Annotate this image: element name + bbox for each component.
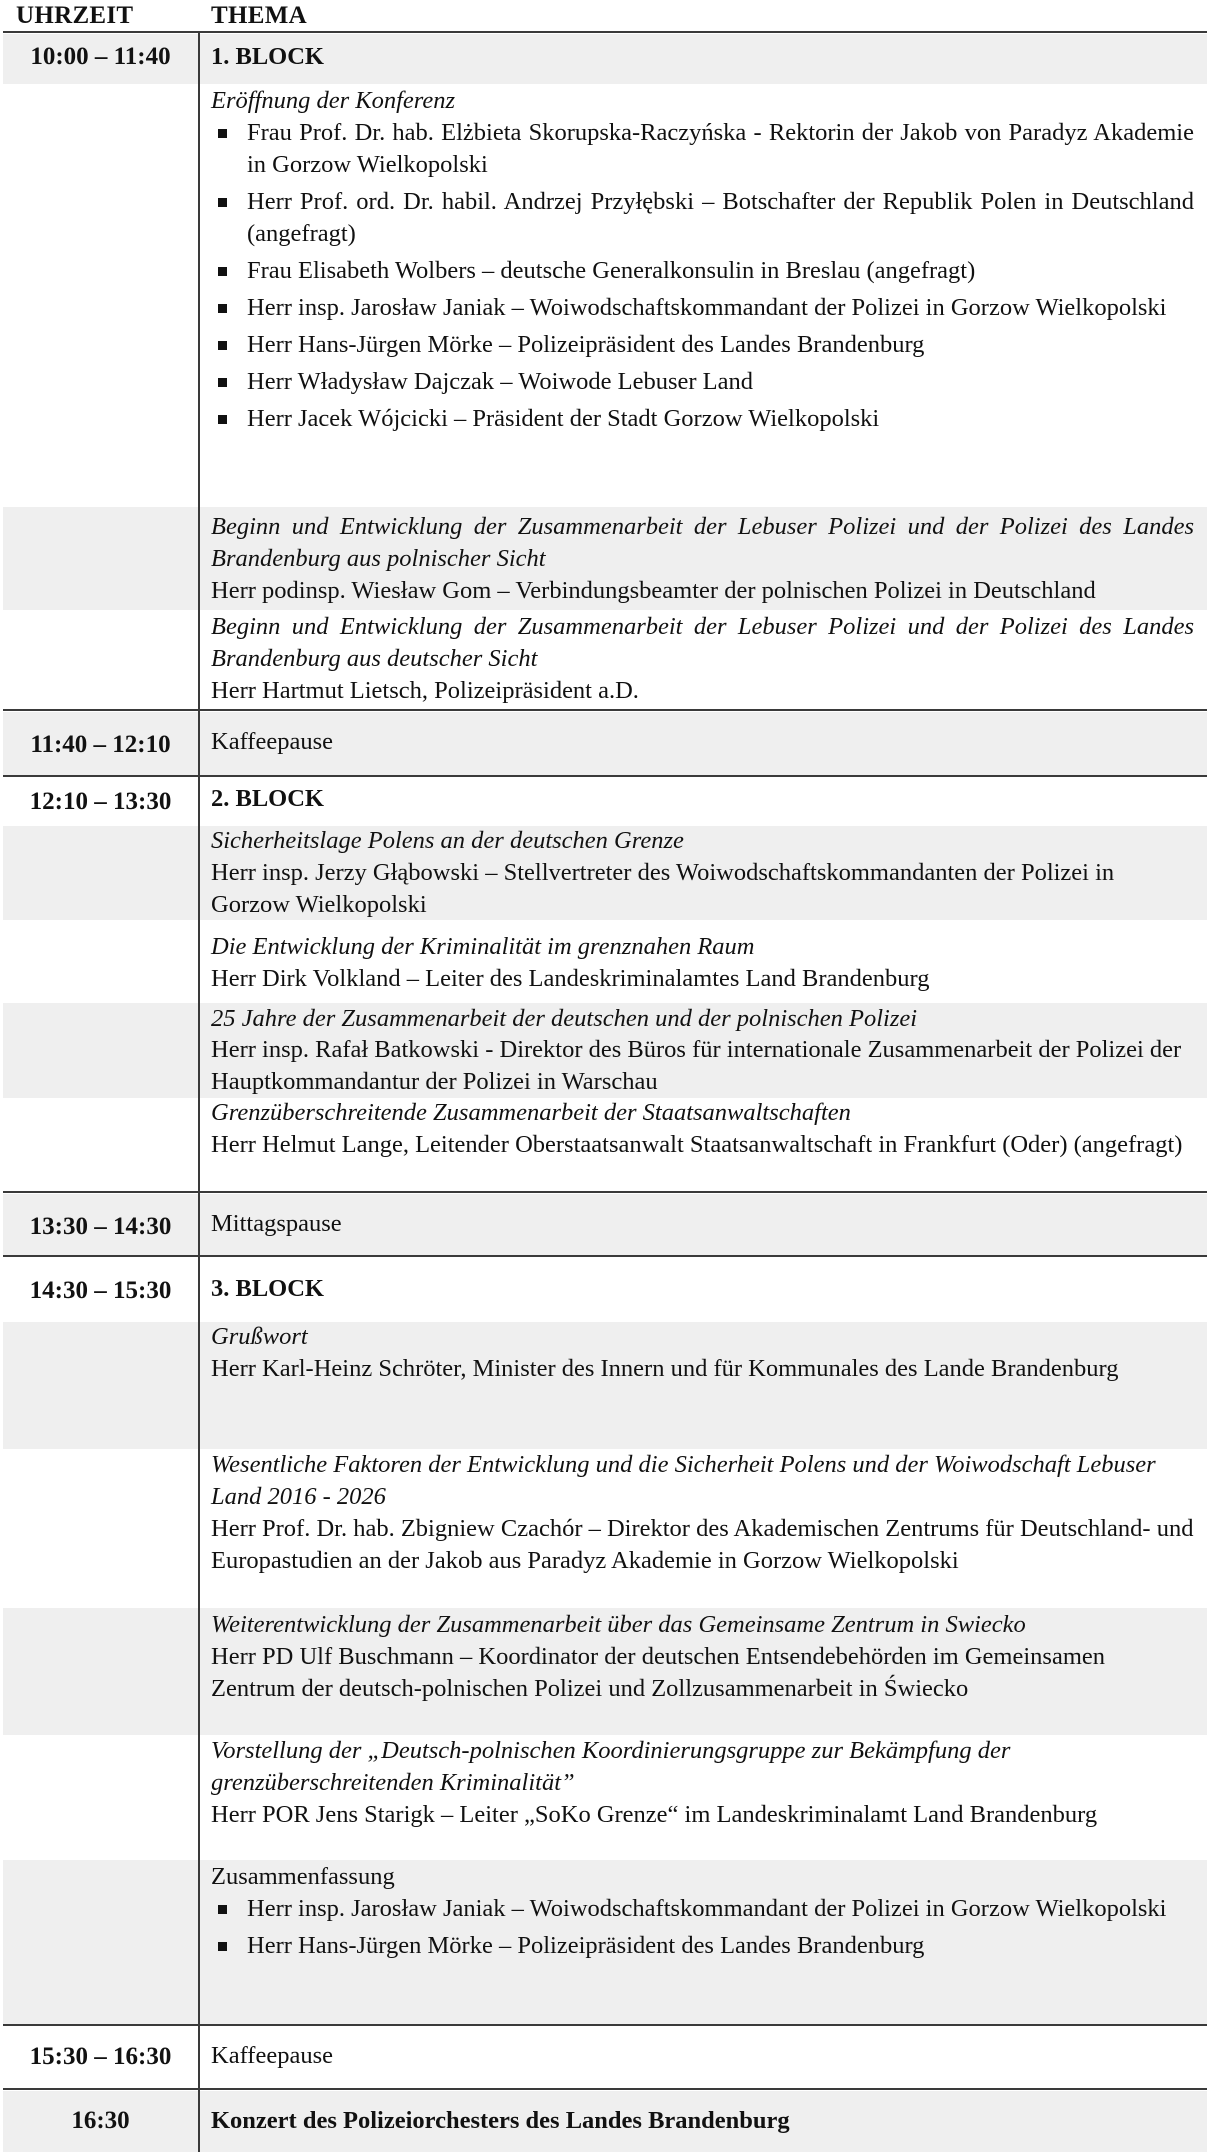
block2-talk4-speaker: Herr Helmut Lange, Leitender Oberstaatsanwalt Staatsanwaltschaft in Frankfurt (Oder) (angefragt) (211, 1131, 1183, 1158)
block2-talk2-speaker: Herr Dirk Volkland – Leiter des Landeskriminalamtes Land Brandenburg (211, 965, 930, 992)
list-item: Frau Prof. Dr. hab. Elżbieta Skorupska-Raczyńska - Rektorin der Jakob von Paradyz Akademie in Gorzow Wielkopolski (211, 117, 1194, 181)
block3-talk3-speaker: Herr PD Ulf Buschmann – Koordinator der deutschen Entsendebehörden im Gemeinsamen Zentrum der deutsch-polnischen Polizei und Zollzusammenarbeit in Świecko (211, 1643, 1106, 1702)
block3-summary-title: Zusammenfassung (211, 1863, 395, 1890)
block2-talk3-title: 25 Jahre der Zusammenarbeit der deutschen und der polnischen Polizei (211, 1005, 918, 1032)
opening-title: Eröffnung der Konferenz (211, 87, 456, 114)
block3-talk3-title: Weiterentwicklung der Zusammenarbeit über das Gemeinsame Zentrum in Swiecko (211, 1611, 1026, 1638)
block1-talk2-title: Beginn und Entwicklung der Zusammenarbeit der Lebuser Polizei und der Polizei des Landes Brandenburg aus deutscher Sicht (211, 613, 1194, 672)
lunch-time: 13:30 – 14:30 (29, 1213, 172, 1240)
block2-talk3-speaker: Herr insp. Rafał Batkowski - Direktor des Büros für internationale Zusammenarbeit der Polizei der Hauptkommandantur der Polizei in Warschau (211, 1036, 1182, 1095)
rule-after-break1 (3, 775, 1207, 777)
block2-talk4-title: Grenzüberschreitende Zusammenarbeit der Staatsanwaltschaften (211, 1099, 851, 1126)
concert-label: Konzert des Polizeiorchesters des Landes Brandenburg (211, 2107, 790, 2134)
list-item: Frau Elisabeth Wolbers – deutsche Generalkonsulin in Breslau (angefragt) (211, 255, 1194, 287)
list-item: Herr Hans-Jürgen Mörke – Polizeipräsident des Landes Brandenburg (211, 329, 1194, 361)
header-topic: THEMA (211, 2, 307, 29)
concert-time: 16:30 (71, 2107, 130, 2134)
block3-talk2-title: Wesentliche Faktoren der Entwicklung und die Sicherheit Polens und der Woiwodschaft Lebuser Land 2016 - 2026 (211, 1451, 1156, 1510)
block3-talk2-speaker: Herr Prof. Dr. hab. Zbigniew Czachór – Direktor des Akademischen Zentrums für Deutschland- und Europastudien an der Jakob aus Paradyz Akademie in Gorzow Wielkopolski (211, 1515, 1194, 1574)
break1-label: Kaffeepause (211, 728, 333, 755)
block3-talk1-title: Grußwort (211, 1323, 308, 1350)
block1-talk1-speaker: Herr podinsp. Wiesław Gom – Verbindungsbeamter der polnischen Polizei in Deutschland (211, 577, 1096, 604)
list-item: Herr Prof. ord. Dr. habil. Andrzej Przyłębski – Botschafter der Republik Polen in Deutschland (angefragt) (211, 186, 1194, 250)
rule-after-block3 (3, 2024, 1207, 2026)
rule-after-lunch (3, 1255, 1207, 1257)
block1-title: 1. BLOCK (211, 43, 324, 70)
lunch-label: Mittagspause (211, 1210, 342, 1237)
rule-after-break2 (3, 2088, 1207, 2090)
break1-time: 11:40 – 12:10 (30, 731, 171, 758)
block2-talk1-title: Sicherheitslage Polens an der deutschen Grenze (211, 827, 684, 854)
rule-after-block2 (3, 1191, 1207, 1193)
block3-talk4-speaker: Herr POR Jens Starigk – Leiter „SoKo Grenze“ im Landeskriminalamt Land Brandenburg (211, 1801, 1098, 1828)
list-item: Herr Hans-Jürgen Mörke – Polizeipräsident des Landes Brandenburg (211, 1930, 1194, 1962)
opening-speaker-list (211, 117, 1194, 435)
break2-label: Kaffeepause (211, 2042, 333, 2069)
block2-talk2-title: Die Entwicklung der Kriminalität im grenznahen Raum (211, 933, 755, 960)
block2-time: 12:10 – 13:30 (29, 788, 172, 815)
block3-talk1-speaker: Herr Karl-Heinz Schröter, Minister des Innern und für Kommunales des Lande Brandenburg (211, 1355, 1119, 1382)
block2-title: 2. BLOCK (211, 785, 324, 812)
block3-talk4-title: Vorstellung der „Deutsch-polnischen Koordinierungsgruppe zur Bekämpfung der grenzüberschreitenden Kriminalität” (211, 1737, 1011, 1796)
block3-summary-list (211, 1893, 1194, 1962)
block3-time: 14:30 – 15:30 (29, 1277, 172, 1304)
header-time: UHRZEIT (16, 2, 134, 29)
block1-talk2-speaker: Herr Hartmut Lietsch, Polizeipräsident a.D. (211, 677, 639, 704)
rule-after-block1 (3, 709, 1207, 711)
block1-time: 10:00 – 11:40 (30, 43, 171, 70)
list-item: Herr Władysław Dajczak – Woiwode Lebuser Land (211, 366, 1194, 398)
list-item: Herr insp. Jarosław Janiak – Woiwodschaftskommandant der Polizei in Gorzow Wielkopolski (211, 1893, 1194, 1925)
block3-title: 3. BLOCK (211, 1275, 324, 1302)
column-divider (198, 33, 200, 2152)
list-item: Herr Jacek Wójcicki – Präsident der Stadt Gorzow Wielkopolski (211, 403, 1194, 435)
list-item: Herr insp. Jarosław Janiak – Woiwodschaftskommandant der Polizei in Gorzow Wielkopolski (211, 292, 1194, 324)
block1-talk1-title: Beginn und Entwicklung der Zusammenarbeit der Lebuser Polizei und der Polizei des Landes Brandenburg aus polnischer Sicht (211, 513, 1194, 572)
break2-time: 15:30 – 16:30 (29, 2043, 172, 2070)
block2-talk1-speaker: Herr insp. Jerzy Głąbowski – Stellvertreter des Woiwodschaftskommandanten der Polizei in Gorzow Wielkopolski (211, 859, 1115, 918)
rule-header (3, 31, 1207, 33)
